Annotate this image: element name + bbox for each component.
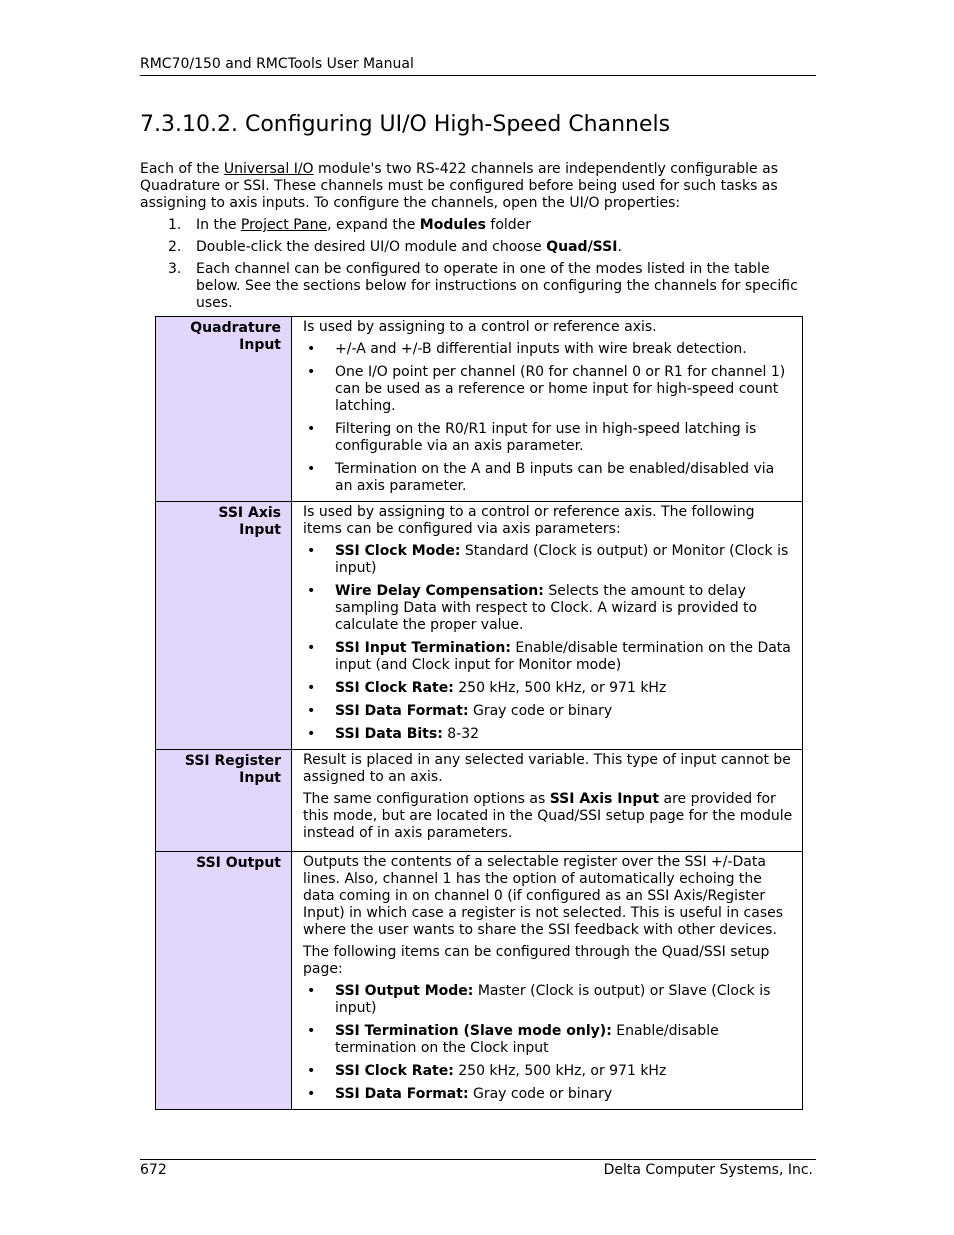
bullet-icon: • bbox=[307, 680, 316, 696]
bullet-icon: • bbox=[307, 640, 316, 656]
table-row bbox=[156, 317, 803, 502]
bullet-icon: • bbox=[307, 341, 316, 357]
mode-label-line: Input bbox=[239, 337, 281, 353]
steps-list bbox=[140, 217, 810, 317]
mode-label-line: SSI Output bbox=[196, 855, 281, 871]
step-text: In the bbox=[196, 217, 241, 233]
list-item-text: Gray code or binary bbox=[468, 703, 613, 719]
step-item bbox=[140, 217, 810, 234]
step-text: . bbox=[617, 239, 622, 255]
bullet-icon: • bbox=[307, 364, 316, 380]
list-item-text: 8-32 bbox=[442, 726, 480, 742]
feature-list bbox=[303, 543, 794, 743]
step-bold: Quad/SSI bbox=[546, 239, 618, 255]
list-item-term: SSI Clock Rate: bbox=[335, 1063, 454, 1079]
paragraph-text: The same configuration options as bbox=[303, 791, 550, 807]
project-pane-link[interactable]: Project Pane bbox=[240, 217, 328, 233]
list-item bbox=[303, 640, 794, 674]
list-item-text: Termination on the A and B inputs can be enabled/disabled via an axis parameter. bbox=[335, 461, 775, 494]
list-item-text: Selects the amount to delay sampling Data with respect to Clock. A wizard is provided to calculate the proper value. bbox=[335, 583, 758, 633]
step-text: Double-click the desired UI/O module and choose bbox=[196, 239, 547, 255]
list-item-text: One I/O point per channel (R0 for channel 0 or R1 for channel 1) can be used as a reference or home input for high-speed count latching. bbox=[335, 364, 786, 414]
mode-description bbox=[292, 502, 803, 750]
bullet-icon: • bbox=[307, 543, 316, 559]
feature-list bbox=[303, 983, 794, 1103]
step-text: , expand the bbox=[327, 217, 420, 233]
mode-label-line: SSI Axis bbox=[218, 505, 281, 521]
description-paragraph bbox=[303, 791, 794, 842]
list-item bbox=[303, 680, 794, 697]
mode-label bbox=[156, 750, 292, 852]
bullet-icon: • bbox=[307, 1063, 316, 1079]
list-item bbox=[303, 703, 794, 720]
list-item-term: SSI Data Bits: bbox=[335, 726, 443, 742]
list-item bbox=[303, 583, 794, 634]
intro-paragraph bbox=[140, 161, 810, 212]
description-paragraph: Outputs the contents of a selectable register over the SSI +/-Data lines. Also, channel 1 has the option of automatically echoing the data coming in on channel 0 (if configured as an SSI Axis/Register Input) in which case a register is not selected. This is useful in cases where the user wants to share the SSI feedback with other devices. bbox=[303, 854, 784, 938]
list-item-term: Wire Delay Compensation: bbox=[335, 583, 544, 599]
list-item-text: Master (Clock is output) or Slave (Clock is input) bbox=[335, 983, 771, 1016]
bullet-icon: • bbox=[307, 461, 316, 477]
list-item bbox=[303, 421, 794, 455]
list-item-term: SSI Termination (Slave mode only): bbox=[335, 1023, 612, 1039]
list-item-text: Enable/disable termination on the Clock input bbox=[335, 1023, 719, 1056]
bullet-icon: • bbox=[307, 1023, 316, 1039]
description-paragraph: Is used by assigning to a control or reference axis. The following items can be configured via axis parameters: bbox=[303, 504, 755, 537]
list-item bbox=[303, 1086, 794, 1103]
list-item bbox=[303, 1023, 794, 1057]
list-item bbox=[303, 726, 794, 743]
step-item bbox=[140, 239, 810, 256]
mode-description bbox=[292, 852, 803, 1110]
table-row bbox=[156, 502, 803, 750]
list-item bbox=[303, 983, 794, 1017]
mode-label bbox=[156, 502, 292, 750]
bullet-icon: • bbox=[307, 703, 316, 719]
intro-text-before: Each of the bbox=[140, 161, 224, 177]
mode-description bbox=[292, 750, 803, 852]
list-item bbox=[303, 461, 794, 495]
step-text: Each channel can be configured to operate in one of the modes listed in the table below. See the sections below for instructions on configuring the channels for specific uses. bbox=[196, 261, 798, 311]
list-item-text: Filtering on the R0/R1 input for use in high-speed latching is configurable via an axis parameter. bbox=[335, 421, 757, 454]
list-item bbox=[303, 543, 794, 577]
page-footer bbox=[140, 1159, 816, 1179]
list-item bbox=[303, 364, 794, 415]
paragraph-text: are provided for this mode, but are located in the Quad/SSI setup page for the module instead of in axis parameters. bbox=[303, 791, 793, 841]
mode-label-line: SSI Register bbox=[184, 753, 281, 769]
step-number: 2. bbox=[168, 239, 182, 255]
bullet-icon: • bbox=[307, 983, 316, 999]
mode-label-line: Quadrature bbox=[190, 320, 281, 336]
bullet-icon: • bbox=[307, 726, 316, 742]
running-header bbox=[140, 56, 816, 76]
mode-label-line: Input bbox=[239, 522, 281, 538]
list-item-text: +/-A and +/-B differential inputs with wire break detection. bbox=[335, 341, 747, 357]
list-item-term: SSI Data Format: bbox=[335, 703, 469, 719]
bullet-icon: • bbox=[307, 421, 316, 437]
page-title: 7.3.10.2. Configuring UI/O High-Speed Channels bbox=[140, 112, 671, 137]
step-number: 1. bbox=[168, 217, 182, 233]
list-item-text: Gray code or binary bbox=[468, 1086, 613, 1102]
description-paragraph: The following items can be configured through the Quad/SSI setup page: bbox=[303, 944, 770, 977]
manual-title: RMC70/150 and RMCTools User Manual bbox=[140, 56, 414, 72]
universal-io-link[interactable]: Universal I/O bbox=[223, 161, 314, 177]
list-item-text: 250 kHz, 500 kHz, or 971 kHz bbox=[453, 680, 667, 696]
description-paragraph: Result is placed in any selected variable. This type of input cannot be assigned to an axis. bbox=[303, 752, 791, 785]
page-number: 672 bbox=[140, 1162, 167, 1178]
step-text: folder bbox=[485, 217, 532, 233]
list-item bbox=[303, 1063, 794, 1080]
list-item bbox=[303, 341, 794, 358]
list-item-term: SSI Input Termination: bbox=[335, 640, 511, 656]
mode-label bbox=[156, 317, 292, 502]
list-item-term: SSI Output Mode: bbox=[335, 983, 474, 999]
list-item-term: SSI Clock Rate: bbox=[335, 680, 454, 696]
description-paragraph: Is used by assigning to a control or reference axis. bbox=[303, 319, 657, 335]
intro-text-after: module's two RS-422 channels are independently configurable as Quadrature or SSI. These channels must be configured before being used for such tasks as assigning to axis inputs. To configure the channels, open the UI/O properties: bbox=[140, 161, 778, 211]
step-item bbox=[140, 261, 810, 312]
step-bold: Modules bbox=[419, 217, 486, 233]
mode-description bbox=[292, 317, 803, 502]
company-name: Delta Computer Systems, Inc. bbox=[603, 1162, 813, 1178]
bullet-icon: • bbox=[307, 583, 316, 599]
list-item-term: SSI Clock Mode: bbox=[335, 543, 461, 559]
mode-label bbox=[156, 852, 292, 1110]
feature-list bbox=[303, 341, 794, 495]
table-row bbox=[156, 750, 803, 852]
table-row bbox=[156, 852, 803, 1110]
list-item-term: SSI Data Format: bbox=[335, 1086, 469, 1102]
mode-label-line: Input bbox=[239, 770, 281, 786]
step-number: 3. bbox=[168, 261, 182, 277]
list-item-text: Enable/disable termination on the Data input (and Clock input for Monitor mode) bbox=[335, 640, 791, 673]
list-item-text: Standard (Clock is output) or Monitor (Clock is input) bbox=[335, 543, 789, 576]
channel-modes-table bbox=[155, 316, 803, 1110]
list-item-text: 250 kHz, 500 kHz, or 971 kHz bbox=[453, 1063, 667, 1079]
bullet-icon: • bbox=[307, 1086, 316, 1102]
paragraph-bold: SSI Axis Input bbox=[549, 791, 660, 807]
